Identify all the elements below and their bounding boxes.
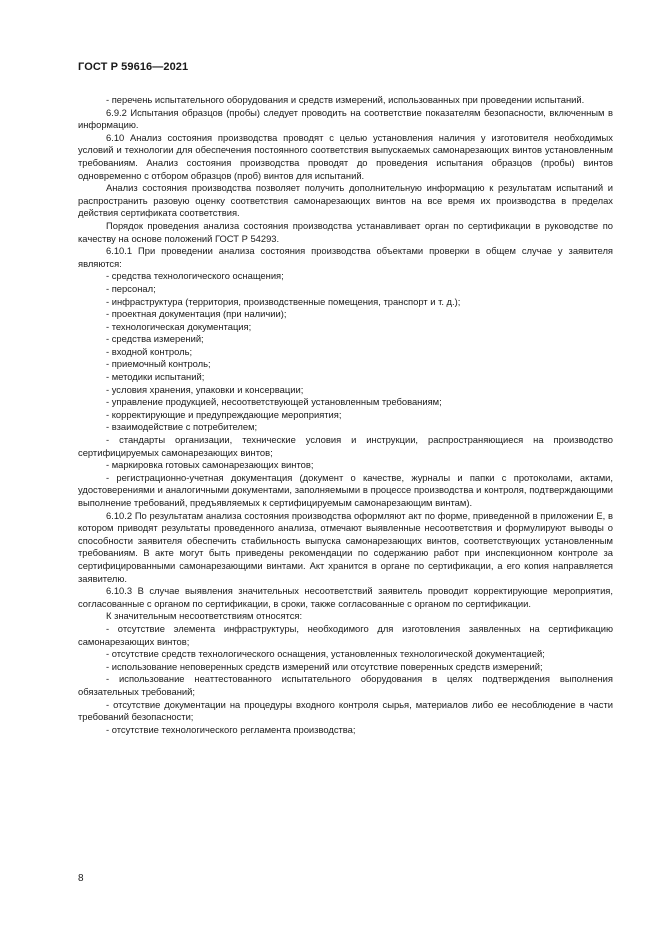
paragraph: Анализ состояния производства позволяет получить дополнительную информацию к результатам испытаний и распространить разовую оценку соответствия самонарезающих винтов на все время их производства в пределах действия сертификата соответствия.	[78, 182, 613, 219]
paragraph: - отсутствие технологического регламента производства;	[106, 723, 356, 735]
paragraph: 6.9.2 Испытания образцов (пробы) следует проводить на соответствие показателям безопасности, включенным в информацию.	[78, 106, 613, 131]
paragraph: - отсутствие документации на процедуры входного контроля сырья, материалов либо ее несоблюдение в части требований безопасности;	[78, 698, 613, 723]
paragraph: - средства измерений;	[106, 333, 204, 345]
paragraph: 6.10.2 По результатам анализа состояния производства оформляют акт по форме, приведенной в приложении Е, в котором приводят результаты проведенного анализа, отмечают выявленные несоответствия и формулируют выводы о способности заявителя обеспечить стабильность выпуска самонарезающих винтов, соответствующих установленным требованиям. В акте могут быть приведены рекомендации по содержанию работ при инспекционном контроле за сертифицированными самонарезающими винтами. Акт хранится в органе по сертификации, а его копия направляется заявителю.	[78, 509, 613, 584]
paragraph: - использование неповеренных средств измерений или отсутствие поверенных средств измерений;	[106, 660, 543, 672]
paragraph: - управление продукцией, несоответствующей установленным требованиям;	[106, 396, 442, 408]
paragraph: - средства технологического оснащения;	[106, 270, 284, 282]
page-number: 8	[78, 873, 84, 884]
paragraph: - инфраструктура (территория, производственные помещения, транспорт и т. д.);	[106, 295, 461, 307]
paragraph: - регистрационно-учетная документация (документ о качестве, журналы и папки с протоколами, актами, удостоверениями и аналогичными документами, заполняемыми в процессе производства и контроля, подтверждающими выполнение требований, предъявляемых к сертифицируемым самонарезающим винтам).	[78, 471, 613, 508]
standard-header: ГОСТ Р 59616—2021	[78, 61, 189, 73]
paragraph: - перечень испытательного оборудования и средств измерений, использованных при проведении испытаний.	[106, 94, 585, 105]
paragraph: - маркировка готовых самонарезающих винтов;	[106, 459, 314, 471]
paragraph: 6.10.3 В случае выявления значительных несоответствий заявитель проводит корректирующие мероприятия, согласованные с органом по сертификации, в сроки, также согласованные с органом по сертификации.	[78, 585, 613, 609]
paragraph: 6.10 Анализ состояния производства проводят с целью установления наличия у изготовителя необходимых условий и технологии для обеспечения постоянного соответствия выпускаемых самонарезающих винтов установленным требованиям. Анализ состояния производства проводят до проведения испытания образцов (пробы) винтов одновременно с отбором образцов (проб) винтов для испытаний.	[78, 131, 613, 181]
document-body	[78, 94, 613, 736]
paragraph: - взаимодействие с потребителем;	[106, 421, 258, 433]
paragraph: - проектная документация (при наличии);	[106, 308, 287, 320]
paragraph: Порядок проведения анализа состояния производства устанавливает орган по сертификации в руководстве по качеству на основе положений ГОСТ Р 54293.	[78, 219, 613, 244]
paragraph: - корректирующие и предупреждающие мероприятия;	[106, 408, 342, 420]
paragraph: - условия хранения, упаковки и консервации;	[106, 383, 304, 395]
paragraph: 6.10.1 При проведении анализа состояния производства объектами проверки в общем случае у заявителя являются:	[78, 245, 613, 269]
paragraph: - методики испытаний;	[106, 371, 205, 383]
paragraph: - технологическая документация;	[106, 320, 252, 332]
paragraph: - входной контроль;	[106, 345, 193, 357]
paragraph: - отсутствие элемента инфраструктуры, необходимого для изготовления заявленных на сертификацию самонарезающих винтов;	[78, 622, 613, 647]
paragraph: - использование неаттестованного испытательного оборудования в целях подтверждения выполнения обязательных требований;	[78, 673, 613, 697]
paragraph: - отсутствие средств технологического оснащения, установленных технологической документацией;	[106, 648, 545, 660]
paragraph: - персонал;	[106, 282, 156, 294]
paragraph: К значительным несоответствиям относятся:	[106, 610, 303, 622]
paragraph: - приемочный контроль;	[106, 358, 211, 370]
paragraph: - стандарты организации, технические условия и инструкции, распространяющиеся на производство сертифицируемых самонарезающих винтов;	[78, 434, 613, 458]
